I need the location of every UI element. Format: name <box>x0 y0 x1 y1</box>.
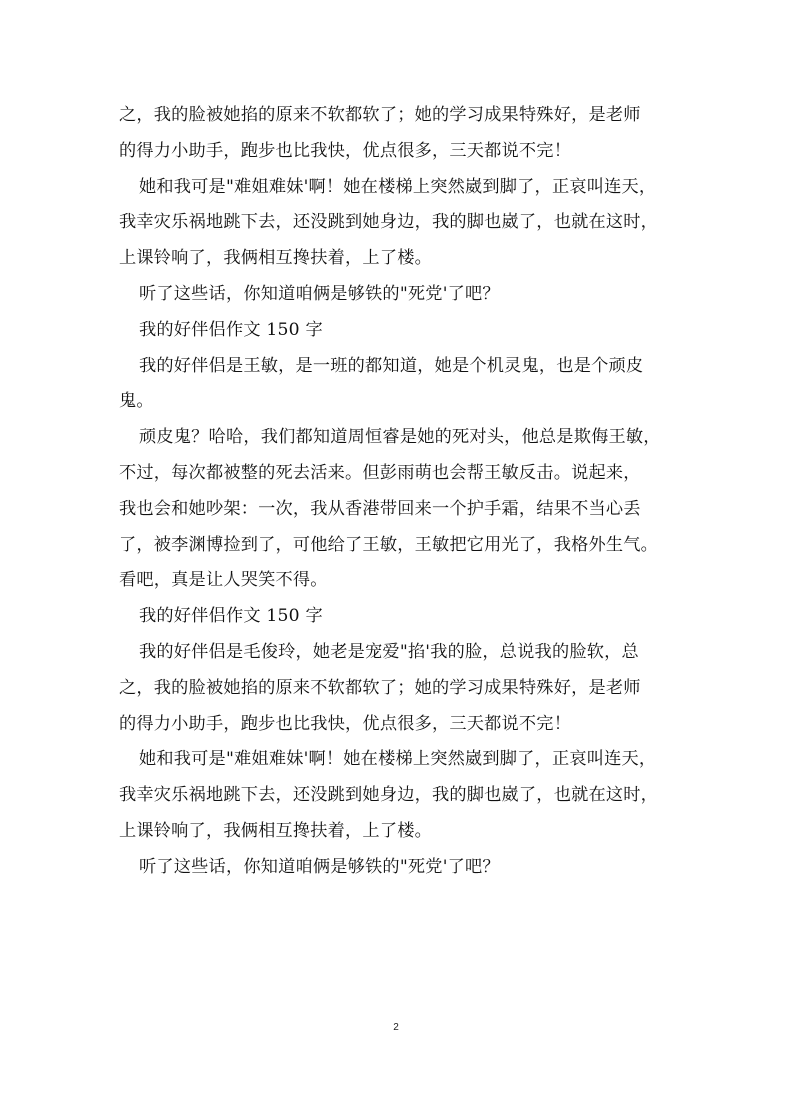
text-line: 她和我可是"难姐难妹'啊！她在楼梯上突然崴到脚了，正哀叫连天， <box>139 749 657 770</box>
text-line: 上课铃响了，我俩相互搀扶着，上了楼。 <box>119 248 432 269</box>
text-line: 我幸灾乐祸地跳下去，还没跳到她身边，我的脚也崴了，也就在这时， <box>119 212 659 233</box>
text-line: 我幸灾乐祸地跳下去，还没跳到她身边，我的脚也崴了，也就在这时， <box>119 785 659 806</box>
text-line: 我也会和她吵架：一次，我从香港带回来一个护手霜，结果不当心丢 <box>119 498 641 519</box>
text-line: 我的好伴侣是毛俊玲，她老是宠爱"掐'我的脸，总说我的脸软，总 <box>139 641 639 662</box>
text-line: 不过，每次都被整的死去活来。但彭雨萌也会帮王敏反击。说起来， <box>119 462 641 483</box>
text-line: 看吧，真是让人哭笑不得。 <box>119 570 328 591</box>
text-line: 之，我的脸被她掐的原来不软都软了；她的学习成果特殊好，是老师 <box>119 105 641 125</box>
text-line: 之，我的脸被她掐的原来不软都软了；她的学习成果特殊好，是老师 <box>119 677 641 698</box>
page-number: 2 <box>393 1022 399 1033</box>
document-body <box>119 98 679 886</box>
text-line: 我的好伴侣是王敏，是一班的都知道，她是个机灵鬼，也是个顽皮 <box>139 355 644 376</box>
text-line: 听了这些话，你知道咱俩是够铁的"死党'了吧？ <box>139 856 500 877</box>
text-line: 她和我可是"难姐难妹'啊！她在楼梯上突然崴到脚了，正哀叫连天， <box>139 176 657 197</box>
text-line: 我的好伴侣作文 150 字 <box>139 319 323 340</box>
text-line: 顽皮鬼？哈哈，我们都知道周恒睿是她的死对头，他总是欺侮王敏， <box>139 427 661 448</box>
text-line: 的得力小助手，跑步也比我快，优点很多，三天都说不完！ <box>119 713 572 734</box>
text-line: 了，被李渊博捡到了，可他给了王敏，王敏把它用光了，我格外生气。 <box>119 534 659 555</box>
text-line: 听了这些话，你知道咱俩是够铁的"死党'了吧？ <box>139 283 500 304</box>
text-line: 的得力小助手，跑步也比我快，优点很多，三天都说不完！ <box>119 140 572 161</box>
text-line: 我的好伴侣作文 150 字 <box>139 606 323 627</box>
text-line: 上课铃响了，我俩相互搀扶着，上了楼。 <box>119 820 432 841</box>
text-line: 鬼。 <box>119 391 154 412</box>
